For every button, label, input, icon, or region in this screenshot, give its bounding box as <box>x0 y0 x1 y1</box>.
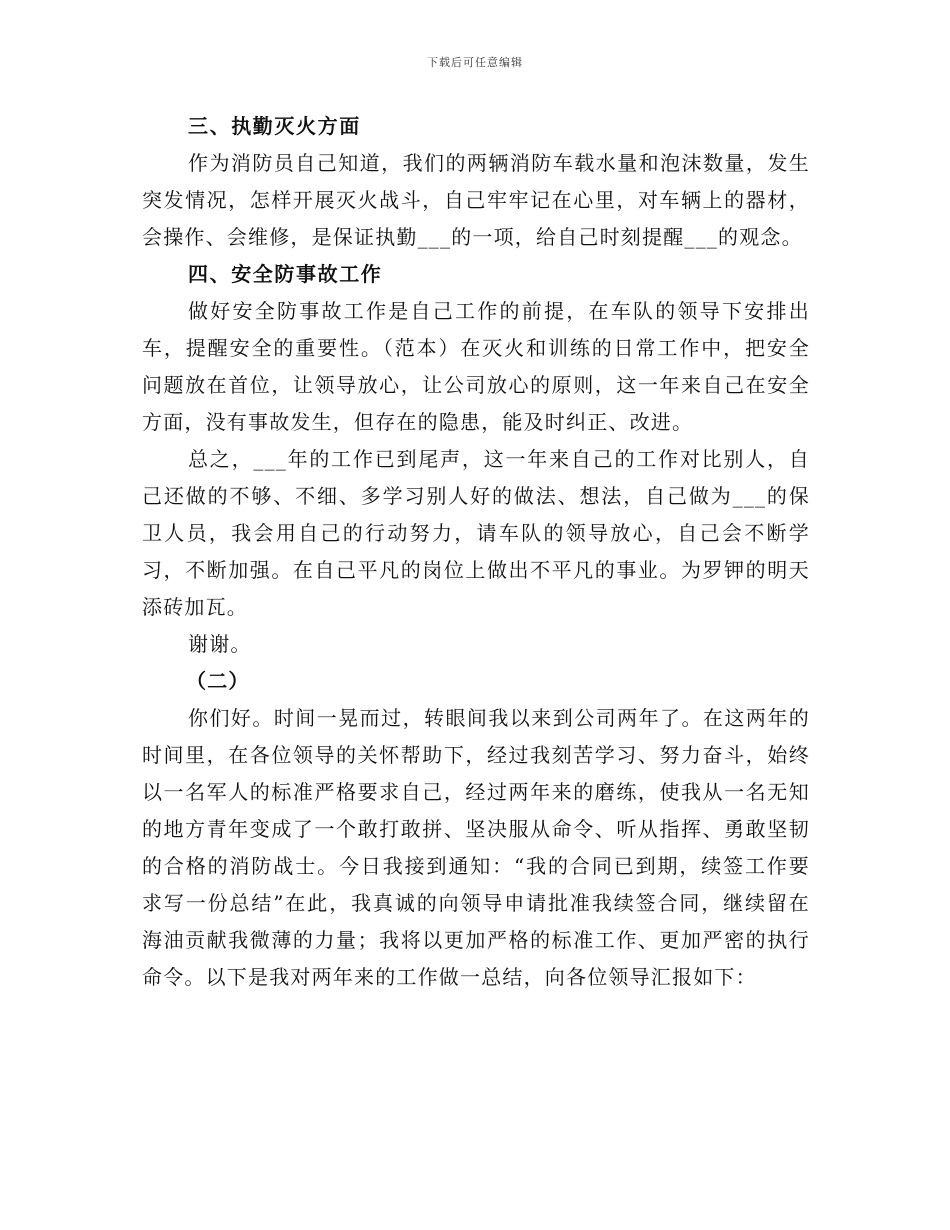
paragraph-summary: 总之，___年的工作已到尾声，这一年来自己的工作对比别人，自己还做的不够、不细、多学习别人好的做法、想法，自己做为___的保卫人员，我会用自己的行动努力，请车队的领导放心，自己会不断学习，不断加强。在自己平凡的岗位上做出不平凡的事业。为罗钾的明天添砖加瓦。 <box>142 447 810 619</box>
thanks-line: 谢谢。 <box>188 632 252 656</box>
page-header: 下载后可任意编辑 <box>427 56 523 69</box>
section-heading-firefighting: 三、执勤灭火方面 <box>188 114 361 138</box>
part-two-label: （二） <box>186 669 250 693</box>
paragraph-safety: 做好安全防事故工作是自己工作的前提，在车队的领导下安排出车，提醒安全的重要性。（范本）在灭火和训练的日常工作中，把安全问题放在首位，让领导放心，让公司放心的原则，这一年来自己在安全方面，没有事故发生，但存在的隐患，能及时纠正、改进。 <box>142 299 810 434</box>
section-heading-safety: 四、安全防事故工作 <box>188 262 383 286</box>
document-body <box>142 108 810 996</box>
paragraph-firefighting: 作为消防员自己知道，我们的两辆消防车载水量和泡沫数量，发生突发情况，怎样开展灭火战斗，自己牢牢记在心里，对车辆上的器材，会操作、会维修，是保证执勤___的一项，给自己时刻提醒___的观念。 <box>142 151 810 249</box>
paragraph-part-two-intro: 你们好。时间一晃而过，转眼间我以来到公司两年了。在这两年的时间里，在各位领导的关怀帮助下，经过我刻苦学习、努力奋斗，始终以一名军人的标准严格要求自己，经过两年来的磨练，使我从一名无知的地方青年变成了一个敢打敢拼、坚决服从命令、听从指挥、勇敢坚韧的合格的消防战士。今日我接到通知：“我的合同已到期，续签工作要求写一份总结”在此，我真诚的向领导申请批准我续签合同，继续留在海油贡献我微薄的力量；我将以更加严格的标准工作、更加严密的执行命令。以下是我对两年来的工作做一总结，向各位领导汇报如下： <box>142 706 810 989</box>
